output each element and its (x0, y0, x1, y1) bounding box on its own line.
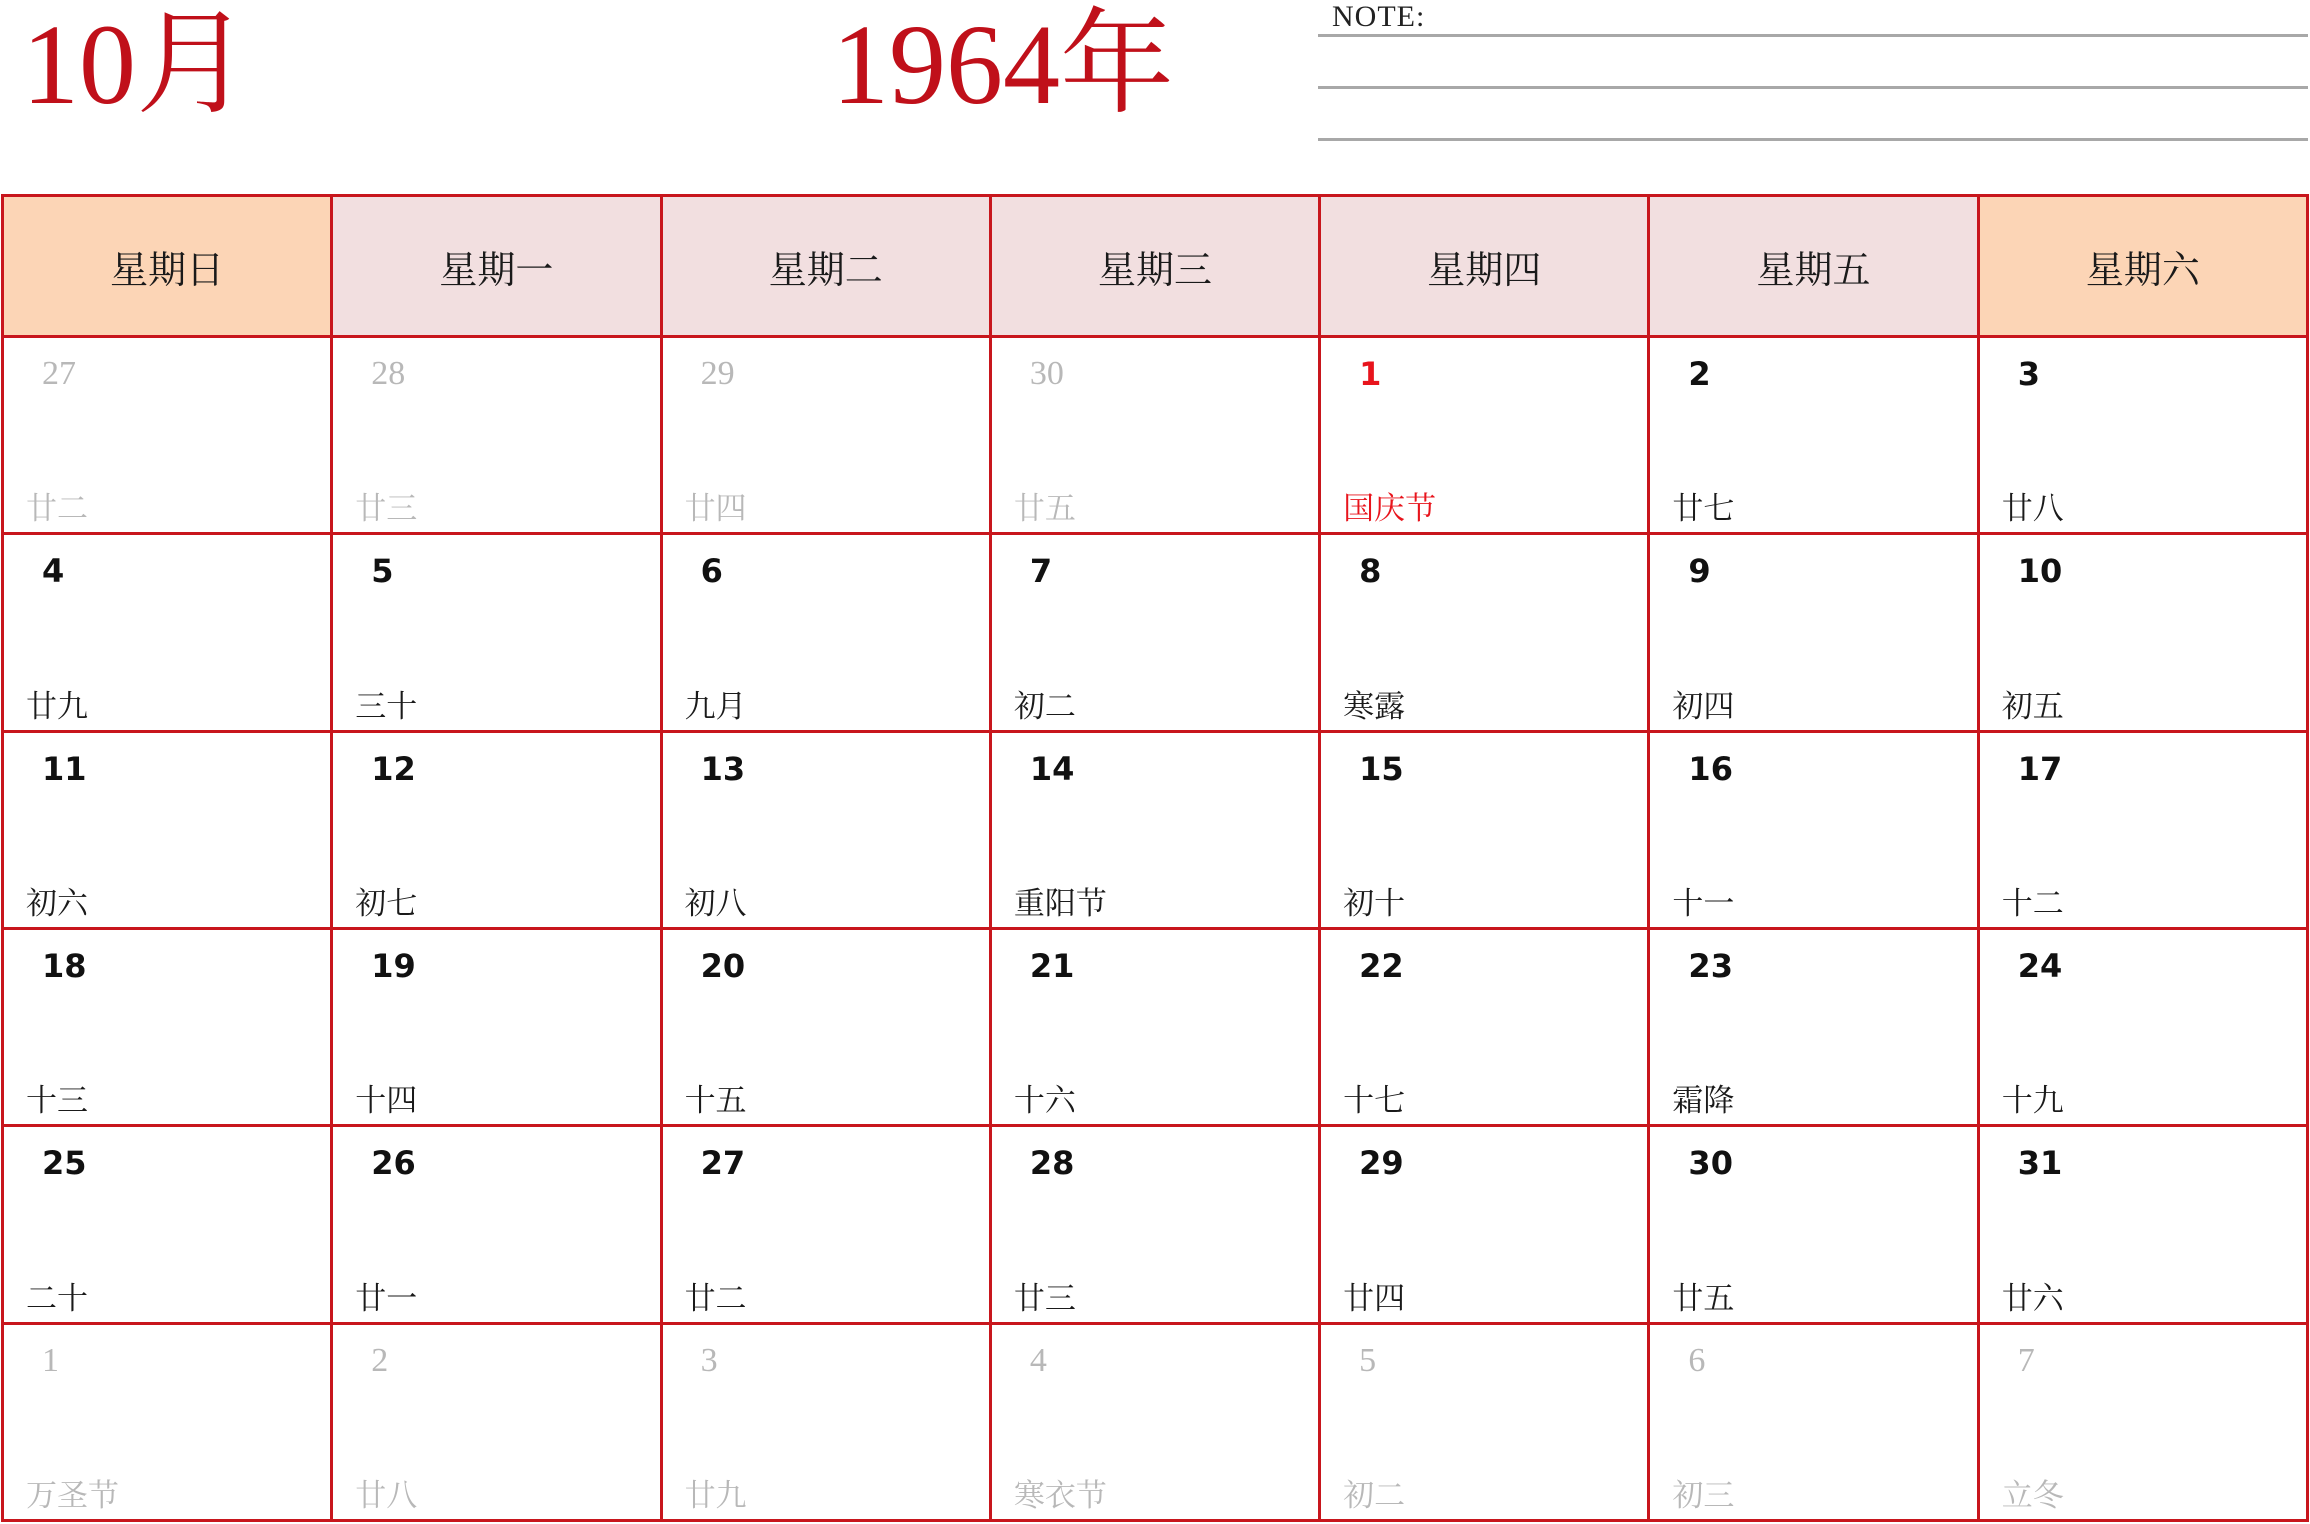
weekday-header-thu: 星期四 (1321, 197, 1650, 338)
month-title: 10月 (22, 1, 251, 128)
lunar-date: 初五 (2001, 688, 2064, 725)
lunar-date: 初七 (355, 885, 418, 922)
lunar-date: 廿九 (684, 1477, 747, 1514)
lunar-date: 初二 (1343, 1477, 1406, 1514)
day-number: 30 (1029, 355, 1064, 392)
weekday-header-sat: 星期六 (1980, 197, 2309, 338)
day-cell[interactable] (1321, 338, 1650, 535)
weekday-header-mon: 星期一 (333, 197, 662, 338)
day-number: 1 (42, 1341, 59, 1379)
day-cell[interactable] (992, 338, 1321, 535)
day-number: 2 (1688, 355, 1711, 393)
lunar-date: 初八 (684, 885, 747, 922)
day-number: 5 (371, 552, 394, 591)
lunar-date: 廿五 (1013, 491, 1076, 528)
day-number: 7 (1029, 552, 1053, 591)
day-number: 8 (1359, 552, 1382, 591)
day-number: 30 (1688, 1144, 1733, 1183)
lunar-date: 廿二 (26, 491, 88, 528)
day-number: 7 (2017, 1341, 2035, 1379)
day-number: 29 (1359, 1144, 1404, 1183)
lunar-date: 国庆节 (1343, 491, 1437, 528)
day-cell[interactable] (663, 930, 992, 1127)
day-cell[interactable] (663, 733, 992, 930)
lunar-date: 廿二 (684, 1280, 747, 1317)
lunar-date: 九月 (684, 688, 747, 725)
lunar-date: 廿八 (2001, 491, 2064, 528)
day-cell[interactable] (1650, 535, 1979, 732)
day-number: 2 (371, 1341, 389, 1379)
lunar-date: 三十 (355, 688, 418, 725)
day-cell[interactable] (1650, 930, 1979, 1127)
day-cell[interactable] (1321, 733, 1650, 930)
lunar-date: 廿九 (26, 688, 88, 725)
day-cell[interactable] (992, 535, 1321, 732)
day-cell[interactable] (1321, 1325, 1650, 1522)
day-number: 18 (42, 946, 87, 985)
day-cell[interactable] (1980, 1127, 2309, 1324)
day-cell[interactable] (333, 1325, 662, 1522)
lunar-date: 廿一 (355, 1280, 418, 1317)
lunar-date: 初六 (26, 885, 88, 922)
lunar-date: 寒露 (1343, 688, 1406, 725)
note-line (1318, 34, 2308, 37)
day-number: 15 (1359, 749, 1404, 788)
day-cell[interactable] (333, 535, 662, 732)
day-number: 21 (1029, 946, 1075, 985)
day-cell[interactable] (4, 1325, 333, 1522)
day-number: 22 (1359, 946, 1404, 985)
lunar-date: 立冬 (2001, 1477, 2064, 1514)
lunar-date: 廿七 (1672, 491, 1735, 528)
day-number: 29 (700, 355, 735, 392)
day-cell[interactable] (1650, 338, 1979, 535)
lunar-date: 初四 (1672, 688, 1735, 725)
lunar-date: 十三 (26, 1083, 88, 1120)
year-title: 1964年 (832, 1, 1175, 128)
day-number: 28 (1029, 1144, 1075, 1183)
lunar-date: 二十 (26, 1280, 88, 1317)
note-line (1318, 138, 2308, 141)
day-cell[interactable] (4, 1127, 333, 1324)
lunar-date: 十二 (2001, 885, 2064, 922)
day-number: 24 (2017, 946, 2063, 985)
day-number: 3 (700, 1341, 718, 1379)
day-number: 25 (42, 1144, 87, 1183)
day-cell[interactable] (333, 733, 662, 930)
lunar-date: 廿三 (1013, 1280, 1076, 1317)
day-cell[interactable] (1650, 733, 1979, 930)
day-number: 5 (1359, 1341, 1377, 1379)
day-cell[interactable] (992, 1325, 1321, 1522)
day-number: 13 (700, 749, 746, 788)
day-number: 6 (700, 552, 723, 591)
note-area (1318, 0, 2308, 145)
note-line (1318, 86, 2308, 89)
day-cell[interactable] (992, 733, 1321, 930)
weekday-header-tue: 星期二 (663, 197, 992, 338)
lunar-date: 初三 (1672, 1477, 1735, 1514)
lunar-date: 十六 (1013, 1083, 1076, 1120)
day-cell[interactable] (1650, 1127, 1979, 1324)
day-number: 10 (2017, 552, 2063, 591)
day-number: 14 (1029, 749, 1075, 788)
lunar-date: 十五 (684, 1083, 747, 1120)
weekday-header-fri: 星期五 (1650, 197, 1979, 338)
weekday-header-wed: 星期三 (992, 197, 1321, 338)
day-cell[interactable] (1980, 733, 2309, 930)
lunar-date: 霜降 (1672, 1083, 1735, 1120)
day-number: 4 (1029, 1341, 1047, 1379)
lunar-date: 初二 (1013, 688, 1076, 725)
lunar-date: 廿五 (1672, 1280, 1735, 1317)
day-cell[interactable] (992, 1127, 1321, 1324)
day-number: 4 (42, 552, 65, 591)
day-cell[interactable] (1321, 930, 1650, 1127)
lunar-date: 廿六 (2001, 1280, 2064, 1317)
day-number: 27 (700, 1144, 746, 1183)
day-cell[interactable] (333, 930, 662, 1127)
day-cell[interactable] (1980, 930, 2309, 1127)
day-cell[interactable] (663, 1127, 992, 1324)
day-cell[interactable] (1980, 338, 2309, 535)
day-number: 28 (371, 355, 406, 392)
lunar-date: 重阳节 (1013, 885, 1107, 922)
day-cell[interactable] (663, 1325, 992, 1522)
lunar-date: 廿八 (355, 1477, 418, 1514)
lunar-date: 十九 (2001, 1083, 2064, 1120)
day-cell[interactable] (4, 930, 333, 1127)
lunar-date: 十一 (1672, 885, 1735, 922)
weekday-header-sun: 星期日 (4, 197, 333, 338)
lunar-date: 初十 (1343, 885, 1406, 922)
lunar-date: 万圣节 (26, 1477, 119, 1514)
day-number: 23 (1688, 946, 1733, 985)
day-number: 16 (1688, 749, 1733, 788)
day-number: 31 (2017, 1144, 2063, 1183)
day-cell[interactable] (663, 338, 992, 535)
day-number: 12 (371, 749, 416, 788)
day-number: 9 (1688, 552, 1711, 591)
day-cell[interactable] (663, 535, 992, 732)
day-cell[interactable] (4, 733, 333, 930)
calendar-grid (1, 194, 2309, 1522)
lunar-date: 廿四 (684, 491, 747, 528)
day-number: 20 (700, 946, 746, 985)
day-cell[interactable] (1980, 535, 2309, 732)
day-number: 27 (42, 355, 76, 392)
day-number: 1 (1359, 355, 1382, 393)
day-cell[interactable] (1321, 1127, 1650, 1324)
lunar-date: 廿四 (1343, 1280, 1406, 1317)
day-number: 17 (2017, 749, 2063, 788)
day-cell[interactable] (1321, 535, 1650, 732)
day-number: 11 (42, 749, 87, 788)
day-cell[interactable] (4, 338, 333, 535)
day-number: 26 (371, 1144, 416, 1183)
day-cell[interactable] (1980, 1325, 2309, 1522)
note-label: NOTE: (1332, 0, 1426, 33)
day-cell[interactable] (333, 1127, 662, 1324)
lunar-date: 廿三 (355, 491, 418, 528)
lunar-date: 十四 (355, 1083, 418, 1120)
day-cell[interactable] (4, 535, 333, 732)
day-number: 3 (2017, 355, 2040, 393)
day-number: 6 (1688, 1341, 1706, 1379)
day-cell[interactable] (992, 930, 1321, 1127)
lunar-date: 十七 (1343, 1083, 1406, 1120)
day-cell[interactable] (1650, 1325, 1979, 1522)
lunar-date: 寒衣节 (1013, 1477, 1107, 1514)
day-cell[interactable] (333, 338, 662, 535)
day-number: 19 (371, 946, 416, 985)
